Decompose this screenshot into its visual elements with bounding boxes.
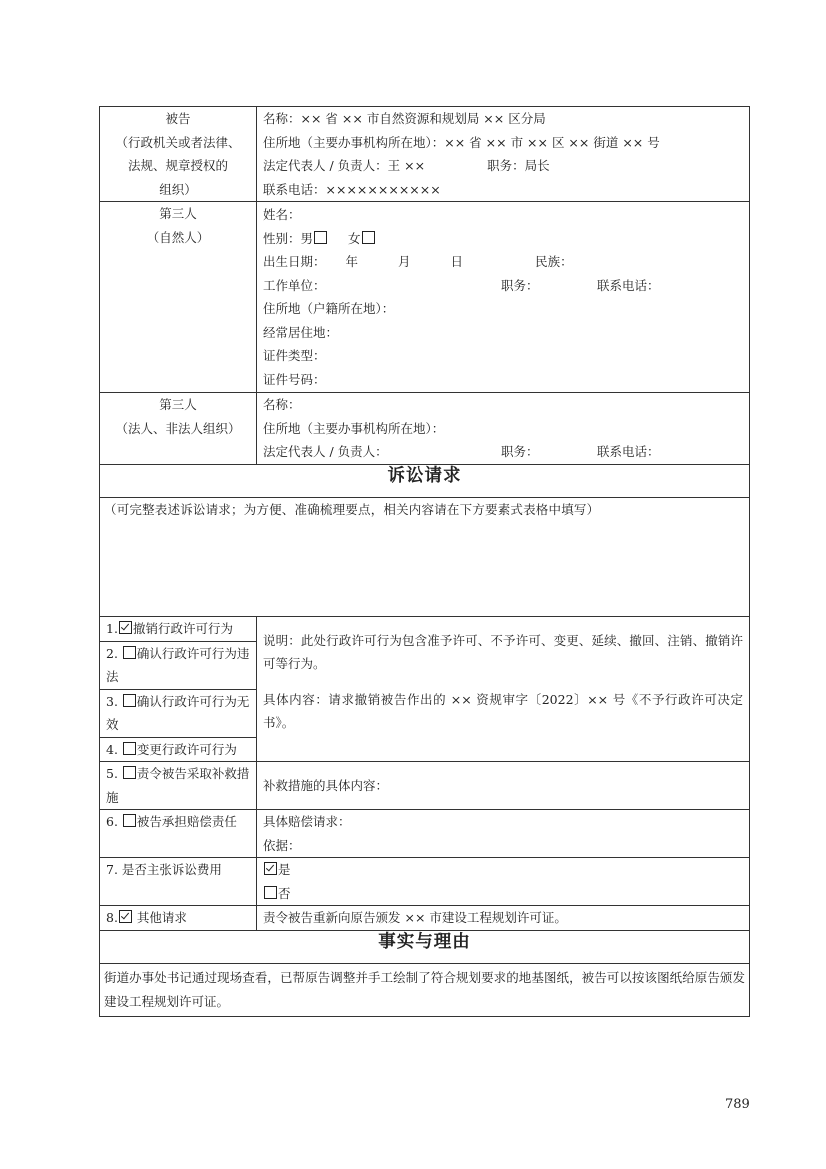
female-checkbox[interactable] — [362, 231, 375, 244]
claim-item-3-label: 确认行政许可行为无效 — [106, 693, 250, 732]
third-natural-address: 住所地（户籍所在地）： — [263, 301, 395, 316]
claim-item-8-content: 责令被告重新向原告颁发 ×× 市建设工程规划许可证。 — [263, 910, 567, 925]
defendant-position: 职务：局长 — [487, 158, 550, 173]
third-natural-work — [263, 274, 743, 298]
defendant-phone: 联系电话：××××××××××× — [263, 181, 441, 197]
claim-item-3-num: 3. — [106, 693, 122, 709]
third-natural-info-cell — [257, 202, 750, 393]
claim-item-8-num: 8. — [106, 910, 118, 925]
third-party-org-row — [100, 393, 750, 465]
claims-note: （可完整表述诉讼请求；为方便、准确梳理要点，相关内容请在下方要素式表格中填写） — [104, 501, 600, 517]
claim-item-4-label: 变更行政许可行为 — [136, 741, 237, 757]
ethnicity: 民族： — [535, 254, 573, 269]
birth-label: 出生日期： — [263, 254, 326, 269]
third-natural-position: 职务： — [501, 277, 539, 293]
third-org-label: 第三人 — [159, 397, 197, 412]
defendant-rep-line — [263, 154, 743, 178]
claim-item-5-num: 5. — [106, 766, 122, 781]
gender-female-label: 女 — [348, 230, 361, 246]
third-natural-label: 第三人 — [159, 206, 197, 221]
claim-item-2-checkbox[interactable] — [123, 646, 136, 659]
birth-year: 年 — [345, 254, 359, 269]
third-org-phone: 联系电话： — [597, 444, 660, 459]
claim-item-6-basis: 依据： — [263, 837, 301, 853]
facts-text-cell — [100, 963, 750, 1016]
claim-item-6-label: 被告承担赔偿责任 — [136, 814, 237, 829]
third-org-name: 名称： — [263, 397, 301, 412]
claim-item-8-checkbox[interactable] — [119, 910, 132, 923]
third-natural-id-type: 证件类型： — [263, 348, 326, 363]
defendant-rep: 法定代表人 / 负责人：王 ×× — [263, 158, 426, 173]
claim-item-1-num: 1. — [106, 620, 118, 636]
claim-item-7-no-checkbox[interactable] — [264, 886, 277, 899]
gender-label: 性别：男 — [263, 230, 314, 246]
work-unit: 工作单位： — [263, 277, 326, 293]
facts-text-row — [100, 963, 750, 1016]
claim-item-6-num: 6. — [106, 814, 122, 829]
third-party-natural-row — [100, 202, 750, 393]
claim-item-5-content: 补救措施的具体内容： — [263, 777, 389, 793]
claim-item-5-content-cell — [257, 762, 750, 810]
third-natural-label-cell — [100, 202, 257, 393]
third-org-label-note: （法人、非法人组织） — [115, 420, 241, 436]
defendant-info-cell — [257, 107, 750, 202]
third-natural-phone: 联系电话： — [597, 277, 660, 293]
defendant-name: 名称：×× 省 ×× 市自然资源和规划局 ×× 区分局 — [263, 111, 546, 126]
claim-item-4-checkbox[interactable] — [123, 742, 136, 755]
claim-item-8 — [100, 906, 750, 931]
claim-item-1 — [100, 616, 750, 641]
third-org-label-cell — [100, 393, 257, 465]
claim-item-6-cell — [100, 810, 257, 858]
third-natural-label-note: （自然人） — [146, 229, 210, 245]
claim-item-7-yes: 是 — [278, 862, 291, 877]
claim-item-7-yes-checkbox[interactable] — [264, 862, 277, 875]
complaint-form-table — [99, 106, 750, 1017]
facts-text: 街道办事处书记通过现场查看，已帮原告调整并手工绘制了符合规划要求的地基图纸，被告可以按该图纸给原告颁发建设工程规划许可证。 — [104, 969, 745, 1009]
claim-item-8-cell — [100, 906, 257, 931]
claims-heading-row — [100, 464, 750, 497]
claim-explain: 说明：此处行政许可行为包含准予许可、不予许可、变更、延续、撤回、注销、撤销许可等行为。 — [263, 632, 743, 671]
claim-item-4-num: 4. — [106, 741, 122, 757]
defendant-address: 住所地（主要办事机构所在地）：×× 省 ×× 市 ×× 区 ×× 街道 ×× 号 — [263, 134, 660, 150]
birth-month: 月 — [398, 254, 411, 269]
page-number: 789 — [725, 1097, 750, 1112]
defendant-label-note: 组织） — [159, 181, 197, 197]
claim-item-3-cell — [100, 689, 257, 737]
claim-item-5-label: 责令被告采取补救措施 — [106, 766, 250, 805]
claims-heading: 诉讼请求 — [100, 464, 750, 497]
defendant-label-cell — [100, 107, 257, 202]
third-org-address: 住所地（主要办事机构所在地）： — [263, 420, 445, 436]
claim-item-8-content-cell — [257, 906, 750, 931]
claim-item-5-checkbox[interactable] — [123, 766, 136, 779]
defendant-row — [100, 107, 750, 202]
claims-note-row — [100, 497, 750, 616]
claim-item-5-cell — [100, 762, 257, 810]
claim-item-6-request: 具体赔偿请求： — [263, 814, 351, 829]
third-natural-gender — [263, 227, 743, 251]
claim-item-6-checkbox[interactable] — [123, 814, 136, 827]
claim-item-2-num: 2. — [106, 645, 122, 661]
defendant-label: 被告 — [165, 111, 191, 126]
third-natural-residence: 经常居住地： — [263, 324, 339, 340]
claim-item-7-content-cell — [257, 858, 750, 906]
facts-heading-row — [100, 930, 750, 963]
third-org-rep-line — [263, 440, 743, 464]
claim-license-content-cell — [257, 616, 750, 762]
claim-item-7-no-line — [263, 882, 743, 906]
claims-note-cell — [100, 497, 750, 616]
facts-heading: 事实与理由 — [100, 930, 750, 963]
claim-item-6 — [100, 810, 750, 858]
third-natural-id-no: 证件号码： — [263, 371, 326, 387]
third-org-rep: 法定代表人 / 负责人： — [263, 444, 388, 459]
third-natural-birth — [263, 250, 743, 274]
claim-specific: 具体内容：请求撤销被告作出的 ×× 资规审字〔2022〕×× 号《不予行政许可决定书》。 — [263, 691, 743, 730]
male-checkbox[interactable] — [314, 231, 327, 244]
claim-item-2-cell — [100, 641, 257, 689]
claim-item-6-content-cell — [257, 810, 750, 858]
claim-item-7-no: 否 — [278, 885, 291, 901]
birth-day: 日 — [450, 254, 464, 269]
third-org-info-cell — [257, 393, 750, 465]
claim-item-8-label: 其他请求 — [132, 910, 187, 925]
defendant-label-note: 法规、规章授权的 — [127, 158, 228, 173]
claim-item-5 — [100, 762, 750, 810]
claim-item-1-label: 撤销行政许可行为 — [132, 620, 233, 636]
claim-item-1-cell — [100, 616, 257, 641]
claim-item-1-checkbox[interactable] — [119, 621, 132, 634]
claim-item-7 — [100, 858, 750, 906]
claim-item-7-yes-line — [263, 858, 743, 882]
claim-item-7-label: 7. 是否主张诉讼费用 — [100, 858, 257, 906]
claim-item-2-label: 确认行政许可行为违法 — [106, 645, 250, 684]
claim-item-4-cell — [100, 737, 257, 762]
claim-item-3-checkbox[interactable] — [123, 694, 136, 707]
defendant-label-note: （行政机关或者法律、 — [115, 134, 241, 150]
third-natural-name: 姓名： — [263, 207, 301, 222]
third-org-position: 职务： — [501, 444, 539, 459]
